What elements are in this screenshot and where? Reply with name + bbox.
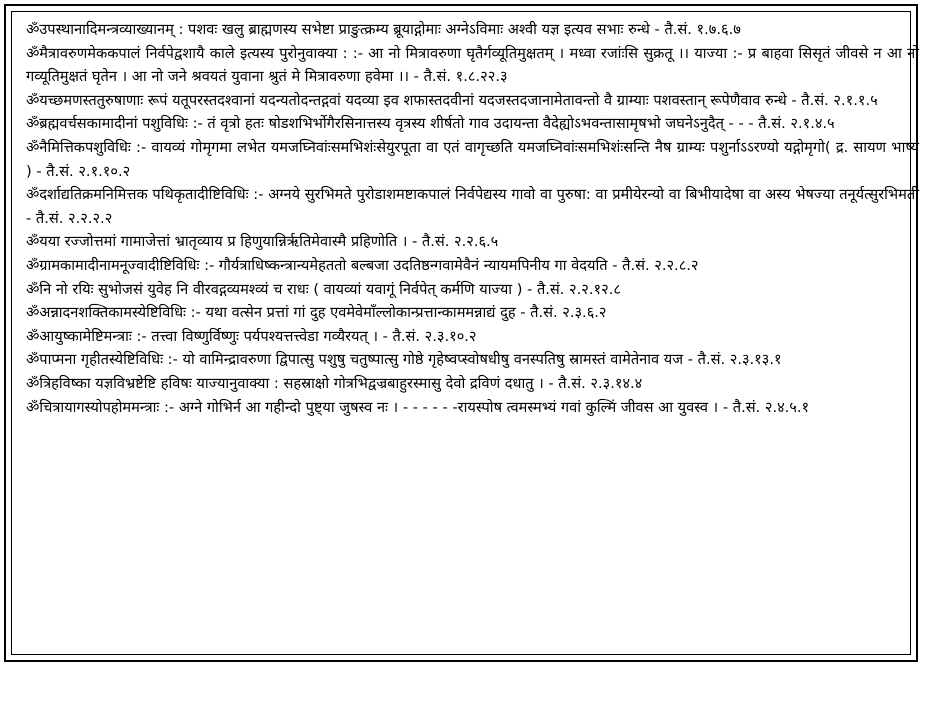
entry-2: ॐमैत्रावरुणमेककपालं निर्वपेद्वशायै काले इत्यस्य पुरोनुवाक्या : :- आ नो मित्रावरुणा घृतैर्गव्यूतिमुक्षतम् । मध्वा रजांःसि सुक्रतू ।। याज्या :- प्र बाहवा सिसृतं जीवसे न आ नो गव्यूतिमुक्षतं घृतेन । आ नो जने श्रवयतं युवाना श्रुतं मे मित्रावरुणा हवेमा ।। - तै.सं. १.८.२२.३ bbox=[26, 44, 919, 86]
entry-14: ॐचित्रायागस्योपहोममन्त्राः :- अग्ने गोभिर्न आ गहीन्दो पुष्ट्या जुषस्व नः । - - - - - -रायस्पोष त्वमस्मभ्यं गवां कुल्मिं जीवस आ युवस्व । - तै.सं. २.४.५.१ bbox=[26, 398, 810, 416]
entry-4: ॐब्रह्मवर्चसकामादीनां पशुविधिः :- तं वृत्रो हतः षोडशभिर्भोगैरसिनात्तस्य वृत्रस्य शीर्षतो गाव उदायन्ता वैदेह्योऽभवन्तासामृषभो जघनेऽनुदैत् - - - तै.सं. २.१.४.५ bbox=[26, 115, 835, 133]
entry-8: ॐग्रामकामादीनामनूज्वादीष्टिविधिः :- गौर्यत्राधिष्कन्त्रान्यमेहततो बल्बजा उदतिष्ठन्गवामेवैनं न्यायमपिनीय गा वेदयति - तै.सं. २.२.८.२ bbox=[26, 256, 699, 274]
document-border-outer bbox=[4, 4, 918, 662]
entry-6: ॐदर्शाद्यतिक्रमनिमित्तक पथिकृतादीष्टिविधिः :- अग्नये सुरभिमते पुरोडाशमष्टाकपालं निर्वपेद्यस्य गावो वा पुरुषा: वा प्रमीयेरन्यो वा बिभीयादेषा वा अस्य भेषज्या तनूर्यत्सुरभिमती - तै.सं. २.२.२.२ bbox=[26, 186, 919, 227]
entry-5: ॐनैमित्तिकपशुविधिः :- वायव्यं गोमृगमा लभेत यमजघ्निवांःसमभिशंःसेयुरपूता वा एतं वागृच्छति यमजघ्निवांःसमभिशंःसन्ति नैष ग्राम्यः पशुर्नाऽऽरण्यो यद्गोमृगो( द्र. सायण भाष्य ) - तै.सं. २.१.१०.२ bbox=[26, 138, 919, 180]
entry-11: ॐआयुष्कामेष्टिमन्त्राः :- तत्त्वा विष्णुर्विष्णुः पर्यपश्यत्तत्त्वेडा गव्यैरयत् । - तै.सं. २.३.१०.२ bbox=[26, 327, 477, 345]
entry-10: ॐअन्नादनशक्तिकामस्येष्टिविधिः :- यथा वत्सेन प्रत्तां गां दुह एवमेवेमाँल्लोकान्प्रत्तान्काममन्नाद्यं दुह - तै.सं. २.३.६.२ bbox=[26, 304, 607, 322]
document-border-inner bbox=[11, 11, 919, 655]
entry-9: ॐनि नो रयिः सुभोजसं युवेह नि वीरवद्गव्यमश्व्यं च राधः ( वायव्यां यवागूं निर्वपेत् कर्मणि याज्या ) - तै.सं. २.२.१२.८ bbox=[26, 280, 621, 298]
entry-12: ॐपाप्मना गृहीतस्येष्टिविधिः :- यो वामिन्द्रावरुणा द्विपात्सु पशुषु चतुष्पात्सु गोष्ठे गृहेष्वप्स्वोषधीषु वनस्पतिषु स्रामस्तं वामेतेनाव यज - तै.सं. २.३.१३.१ bbox=[26, 351, 782, 369]
entry-13: ॐत्रिहविष्का यज्ञविभ्रष्टेष्टि हविषः याज्यानुवाक्या : सहस्राक्षो गोत्रभिद्वज्रबाहुरस्मासु देवो द्रविणं दधातु । - तै.सं. २.३.१४.४ bbox=[26, 374, 643, 392]
entry-7: ॐयया रज्जोत्तमां गामाजेत्तां भ्रातृव्याय प्र हिणुयान्निर्ऋतिमेवास्मै प्रहिणोति । - तै.सं. २.२.६.५ bbox=[26, 233, 499, 251]
entry-1: ॐउपस्थानादिमन्त्रव्याख्यानम् : पशवः खलु ब्राह्मणस्य सभेष्टा प्राङुत्क्रम्य ब्रूयाद्गोमाः अग्नेऽविमाः अश्वी यज्ञ इत्यव सभाः रुन्धे - तै.सं. १.७.६.७ bbox=[26, 21, 741, 38]
entry-3: ॐयच्छमणस्ततुरुषाणाः रूपं यतूपरस्तदश्वानां यदन्यतोदन्तद्गवां यदव्या इव शफास्तदवीनां यदजस्तदजानामेतावन्तो वै ग्राम्याः पशवस्तान् रूपेणैवाव रुन्धे - तै.सं. २.१.१.५ bbox=[26, 91, 878, 109]
document-body bbox=[26, 18, 919, 419]
